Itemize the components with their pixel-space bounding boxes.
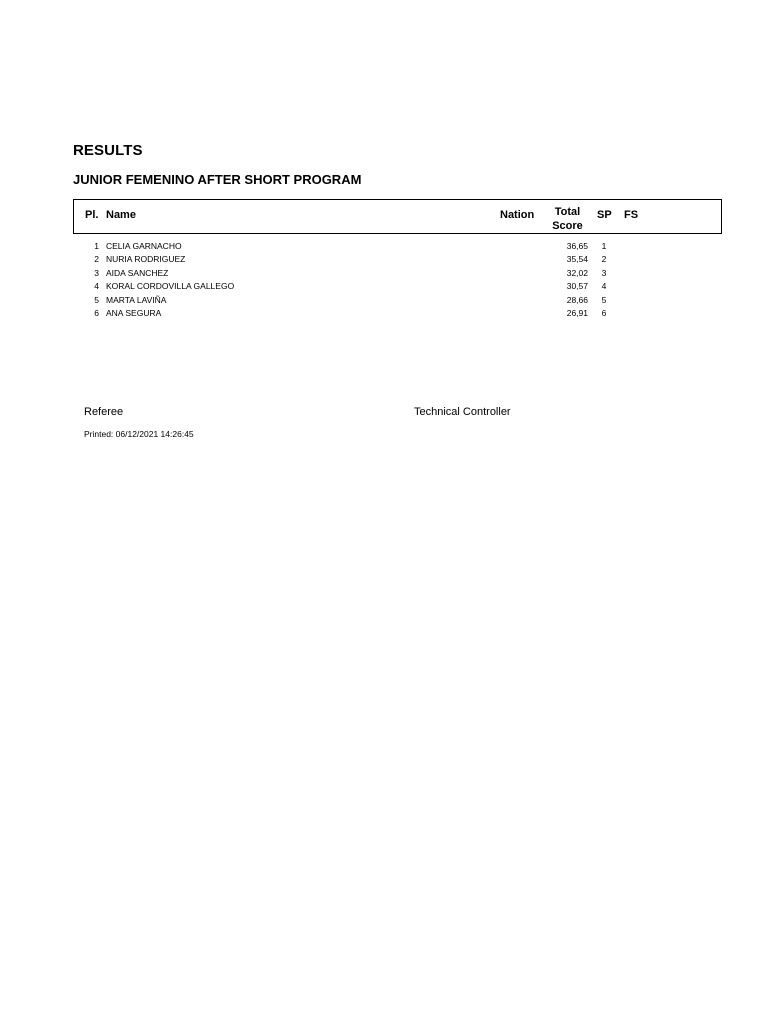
table-row bbox=[73, 253, 722, 266]
referee-label: Referee bbox=[84, 406, 124, 418]
header-total-score bbox=[546, 205, 589, 233]
cell-sp: 5 bbox=[601, 294, 607, 305]
cell-name: ANA SEGURA bbox=[106, 307, 162, 318]
cell-name: NURIA RODRIGUEZ bbox=[106, 254, 186, 265]
results-table-body bbox=[73, 240, 722, 320]
table-row bbox=[73, 307, 722, 320]
cell-place: 1 bbox=[94, 241, 99, 251]
page-title: RESULTS bbox=[73, 142, 143, 159]
cell-total-score: 32,02 bbox=[566, 267, 588, 278]
header-nation: Nation bbox=[500, 209, 535, 221]
cell-sp: 2 bbox=[601, 254, 607, 265]
table-row bbox=[73, 267, 722, 280]
cell-place: 6 bbox=[94, 307, 99, 318]
header-total-line2: Score bbox=[552, 220, 583, 232]
cell-name: CELIA GARNACHO bbox=[106, 241, 182, 251]
cell-name: MARTA LAVIÑA bbox=[106, 294, 167, 305]
cell-name: AIDA SANCHEZ bbox=[106, 267, 169, 278]
cell-total-score: 35,54 bbox=[566, 254, 588, 265]
cell-sp: 4 bbox=[601, 281, 607, 292]
technical-controller-label: Technical Controller bbox=[414, 406, 511, 418]
cell-total-score: 28,66 bbox=[566, 294, 588, 305]
event-subtitle: JUNIOR FEMENINO AFTER SHORT PROGRAM bbox=[73, 172, 362, 187]
table-header bbox=[73, 199, 722, 234]
cell-total-score: 26,91 bbox=[566, 307, 588, 318]
table-row bbox=[73, 280, 722, 293]
header-fs: FS bbox=[624, 209, 639, 221]
printed-timestamp: Printed: 06/12/2021 14:26:45 bbox=[84, 429, 194, 439]
cell-sp: 1 bbox=[601, 241, 607, 251]
cell-place: 2 bbox=[94, 254, 99, 265]
header-place: Pl. bbox=[85, 209, 99, 221]
table-row bbox=[73, 294, 722, 307]
cell-sp: 6 bbox=[601, 307, 607, 318]
cell-name: KORAL CORDOVILLA GALLEGO bbox=[106, 281, 235, 292]
header-total-line1: Total bbox=[554, 206, 581, 218]
cell-sp: 3 bbox=[601, 267, 607, 278]
header-name: Name bbox=[106, 209, 136, 221]
cell-total-score: 30,57 bbox=[566, 281, 588, 292]
cell-place: 3 bbox=[94, 267, 99, 278]
table-row bbox=[73, 240, 722, 253]
cell-total-score: 36,65 bbox=[566, 241, 588, 251]
cell-place: 5 bbox=[94, 294, 99, 305]
cell-place: 4 bbox=[94, 281, 99, 292]
header-sp: SP bbox=[597, 209, 612, 221]
